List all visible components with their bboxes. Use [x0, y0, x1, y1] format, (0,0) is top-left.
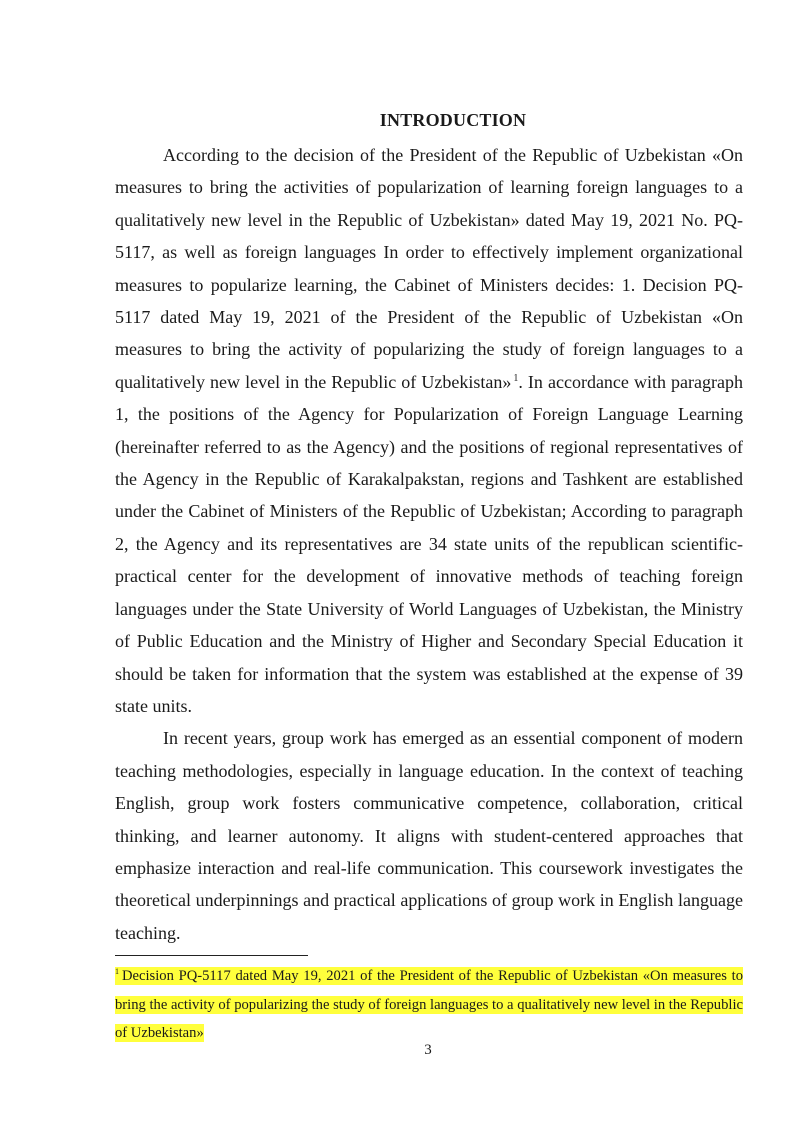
paragraph-decision-text: According to the decision of the President of the Republic of Uzbekistan «On measures to bring the activities of popularization of learning foreign languages to a qualitatively new level in the Republic of Uzbekistan» dated May 19, 2021 No. PQ-5117, as well as foreign languages In order to effectively implement organizational measures to popularize learning, the Cabinet of Ministers decides: 1. Decision PQ-5117 dated May 19, 2021 of the President of the Republic of Uzbekistan «On measures to bring the activity of popularizing the study of foreign languages to a qualitatively new level in the Republic of Uzbekistan» [115, 145, 743, 392]
body-text [115, 139, 743, 949]
paragraph-group-work: In recent years, group work has emerged as an essential component of modern teaching methodologies, especially in language education. In the context of teaching English, group work fosters communicative competence, collaboration, critical thinking, and learner autonomy. It aligns with student-centered approaches that emphasize interaction and real-life communication. This coursework investigates the theoretical underpinnings and practical applications of group work in English language teaching. [115, 728, 743, 943]
footnote-reference[interactable]: 1 [513, 372, 519, 384]
footnote [115, 962, 743, 1048]
footnote-marker: 1 [115, 967, 119, 976]
paragraph-decision [115, 139, 743, 722]
page-number: 3 [424, 1042, 432, 1058]
paragraph-decision-continuation: . In accordance with paragraph 1, the positions of the Agency for Popularization of Foreign Language Learning (hereinafter referred to as the Agency) and the positions of regional representatives of the Agency in the Republic of Karakalpakstan, regions and Tashkent are established under the Cabinet of Ministers of the Republic of Uzbekistan; According to paragraph 2, the Agency and its representatives are 34 state units of the republican scientific-practical center for the development of innovative methods of teaching foreign languages under the State University of World Languages of Uzbekistan, the Ministry of Public Education and the Ministry of Higher and Secondary Special Education it should be taken for information that the system was established at the expense of 39 state units. [115, 371, 744, 716]
footnote-text: Decision PQ-5117 dated May 19, 2021 of the President of the Republic of Uzbekistan «On measures to bring the activity of popularizing the study of foreign languages to a qualitatively new level in the Republic of Uzbekistan» [115, 968, 743, 1042]
section-heading: INTRODUCTION [379, 110, 527, 130]
footnote-separator [115, 955, 308, 956]
footnote-highlight [115, 967, 743, 1042]
